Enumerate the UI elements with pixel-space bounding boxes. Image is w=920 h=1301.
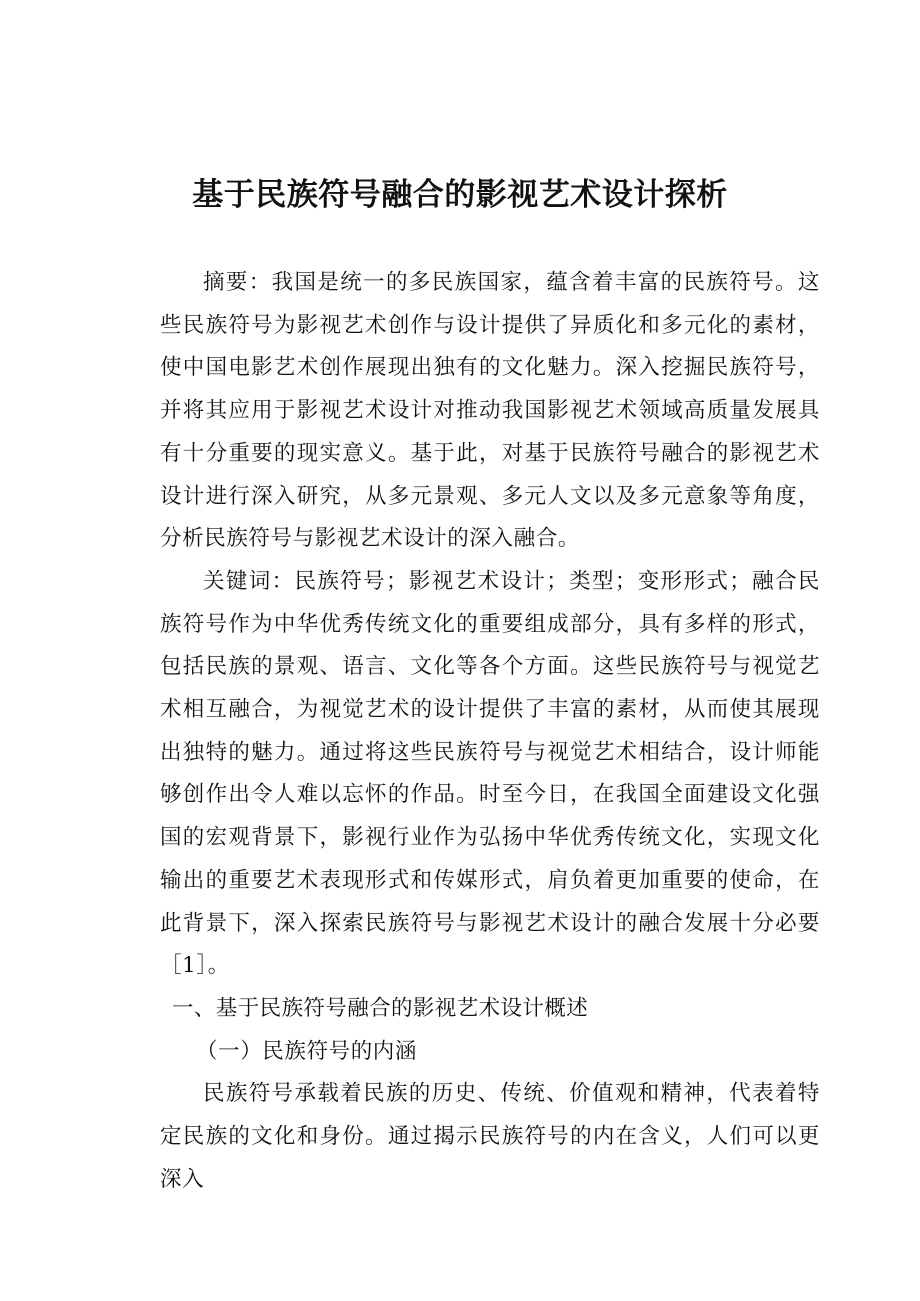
subsection-1-paragraph: 民族符号承载着民族的历史、传统、价值观和精神，代表着特定民族的文化和身份。通过揭示民族符号的内在含义，人们可以更深入 — [160, 1081, 820, 1192]
abstract-paragraph: 摘要：我国是统一的多民族国家，蕴含着丰富的民族符号。这些民族符号为影视艺术创作与设计提供了异质化和多元化的素材，使中国电影艺术创作展现出独有的文化魅力。深入挖掘民族符号，并将其应用于影视艺术设计对推动我国影视艺术领域高质量发展具有十分重要的现实意义。基于此，对基于民族符号融合的影视艺术设计进行深入研究，从多元景观、多元人文以及多元意象等角度，分析民族符号与影视艺术设计的深入融合。 — [160, 270, 820, 552]
subsection-1-heading: （一）民族符号的内涵 — [196, 1038, 418, 1064]
paper-body — [160, 262, 820, 1201]
keywords-intro-paragraph: 关键词：民族符号；影视艺术设计；类型；变形形式；融合民族符号作为中华优秀传统文化的重要组成部分，具有多样的形式，包括民族的景观、语言、文化等各个方面。这些民族符号与视觉艺术相互融合，为视觉艺术的设计提供了丰富的素材，从而使其展现出独特的魅力。通过将这些民族符号与视觉艺术相结合，设计师能够创作出令人难以忘怀的作品。时至今日，在我国全面建设文化强国的宏观背景下，影视行业作为弘扬中华优秀传统文化，实现文化输出的重要艺术表现形式和传媒形式，肩负着更加重要的使命，在此背景下，深入探索民族符号与影视艺术设计的融合发展十分必要［1］。 — [160, 568, 820, 979]
paper-title: 基于民族符号融合的影视艺术设计探析 — [192, 177, 728, 213]
section-1-heading: 一、基于民族符号融合的影视艺术设计概述 — [172, 995, 589, 1021]
